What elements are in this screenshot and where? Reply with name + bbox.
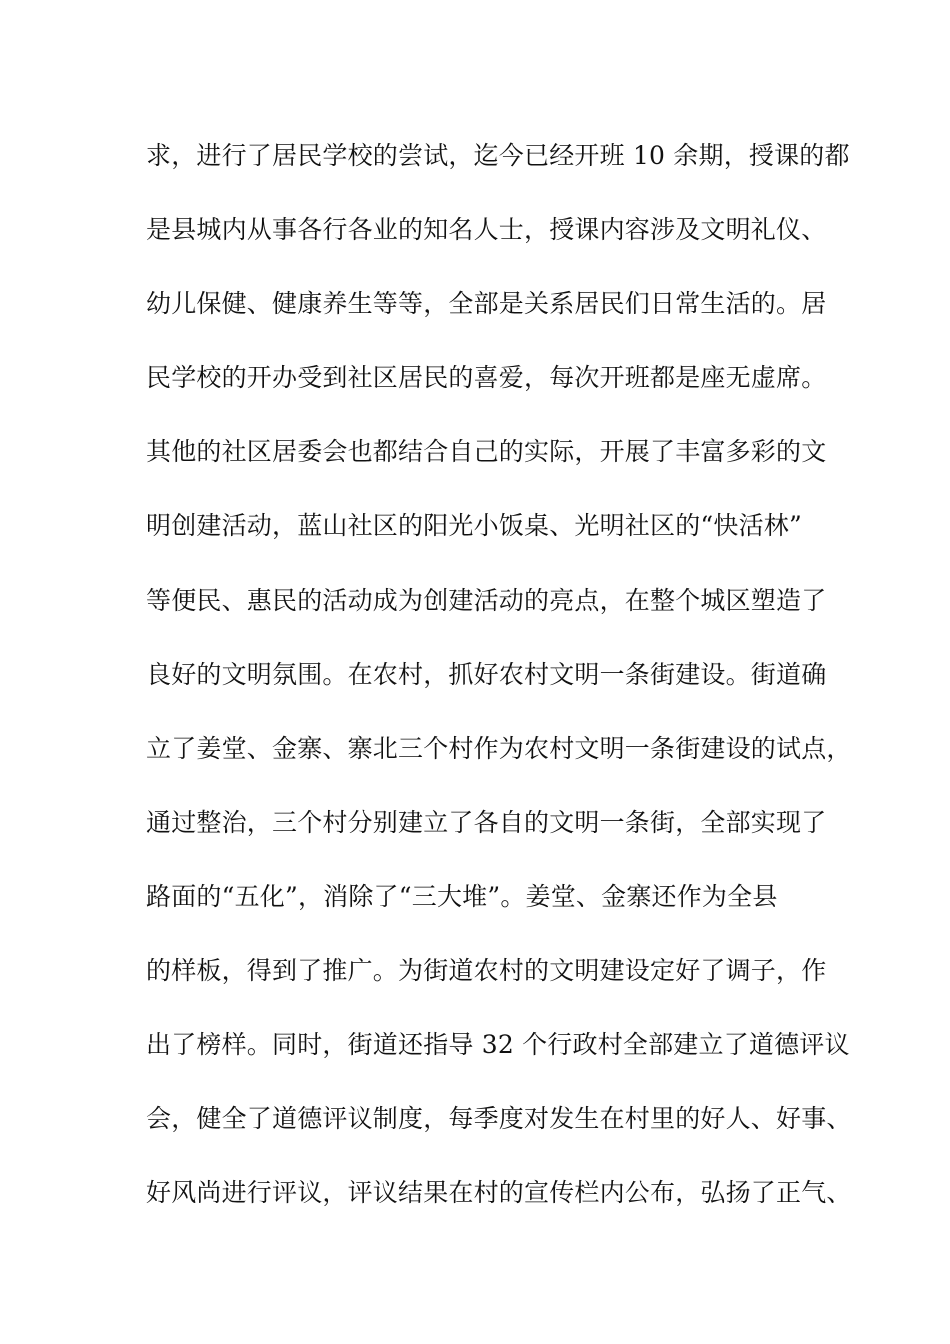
text-line: 幼儿保健、健康养生等等，全部是关系居民们日常生活的。居 [146,289,827,319]
text-line: 等便民、惠民的活动成为创建活动的亮点，在整个城区塑造了 [146,585,827,615]
text-line: 求，进行了居民学校的尝试，迄今已经开班 10 余期，授课的都 [146,141,850,170]
text-line: 民学校的开办受到社区居民的喜爱，每次开班都是座无虚席。 [146,363,827,393]
text-line: 是县城内从事各行各业的知名人士，授课内容涉及文明礼仪、 [146,215,827,245]
text-line: 路面的“五化”，消除了“三大堆”。姜堂、金寨还作为全县 [146,881,778,911]
text-line: 良好的文明氛围。在农村，抓好农村文明一条街建设。街道确 [146,659,827,689]
text-line: 的样板，得到了推广。为街道农村的文明建设定好了调子，作 [146,956,827,986]
text-line: 立了姜堂、金寨、寨北三个村作为农村文明一条街建设的试点， [146,733,852,763]
body-text [146,131,852,1242]
text-line: 通过整治，三个村分别建立了各自的文明一条街，全部实现了 [146,807,827,837]
text-line: 会，健全了道德评议制度，每季度对发生在村里的好人、好事、 [146,1104,852,1134]
text-line: 好风尚进行评议，评议结果在村的宣传栏内公布，弘扬了正气、 [146,1178,852,1208]
text-line: 出了榜样。同时，街道还指导 32 个行政村全部建立了道德评议 [146,1030,850,1060]
text-line: 其他的社区居委会也都结合自己的实际，开展了丰富多彩的文 [146,437,827,467]
text-line: 明创建活动，蓝山社区的阳光小饭桌、光明社区的“快活林” [146,511,802,541]
